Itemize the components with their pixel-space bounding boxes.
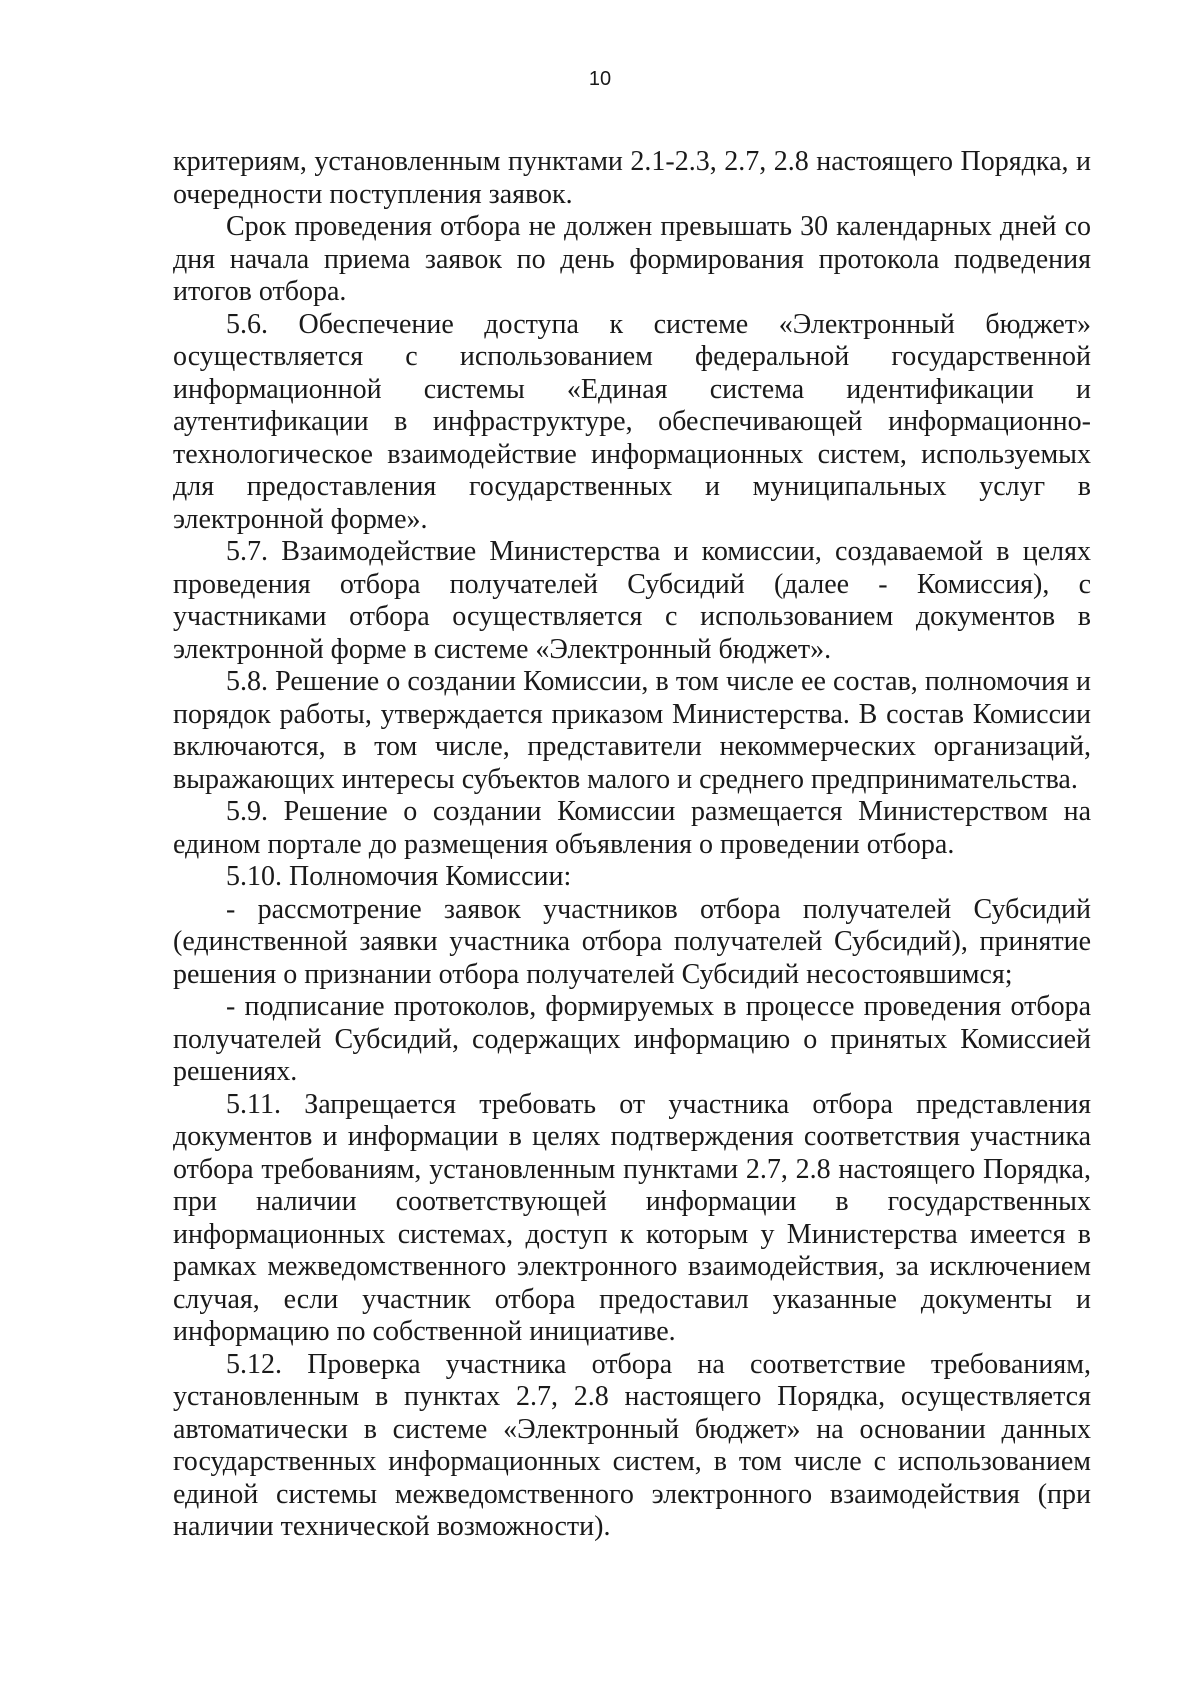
page-number: 10: [588, 68, 612, 90]
list-item-review-applications: - рассмотрение заявок участников отбора получателей Субсидий (единственной заявки участника отбора получателей Субсидий), принятие решения о признании отбора получателей Субсидий несостоявшимся;: [173, 893, 1091, 990]
list-item-sign-protocols: - подписание протоколов, формируемых в процессе проведения отбора получателей Субсидий, содержащих информацию о принятых Комиссией решениях.: [173, 991, 1091, 1087]
paragraph-5-6: 5.6. Обеспечение доступа к системе «Электронный бюджет» осуществляется с использованием федеральной государственной информационной системы «Единая система идентификации и аутентификации в инфраструктуре, обеспечивающей информационно-технологическое взаимодействие информационных систем, используемых для предоставления государственных и муниципальных услуг в электронной форме».: [173, 308, 1091, 535]
paragraph-5-8: 5.8. Решение о создании Комиссии, в том числе ее состав, полномочия и порядок работы, утверждается приказом Министерства. В состав Комиссии включаются, в том числе, представители некоммерческих организаций, выражающих интересы субъектов малого и среднего предпринимательства.: [173, 666, 1091, 795]
paragraph-5-12: 5.12. Проверка участника отбора на соответствие требованиям, установленным в пунктах 2.7, 2.8 настоящего Порядка, осуществляется автоматически в системе «Электронный бюджет» на основании данных государственных информационных систем, в том числе с использованием единой системы межведомственного электронного взаимодействия (при наличии технической возможности).: [173, 1348, 1091, 1542]
paragraph-5-7: 5.7. Взаимодействие Министерства и комиссии, создаваемой в целях проведения отбора получателей Субсидий (далее - Комиссия), с участниками отбора осуществляется с использованием документов в электронной форме в системе «Электронный бюджет».: [173, 536, 1091, 665]
paragraph-5-11: 5.11. Запрещается требовать от участника отбора представления документов и информации в целях подтверждения соответствия участника отбора требованиям, установленным пунктами 2.7, 2.8 настоящего Порядка, при наличии соответствующей информации в государственных информационных системах, доступ к которым у Министерства имеется в рамках межведомственного электронного взаимодействия, за исключением случая, если участник отбора предоставил указанные документы и информацию по собственной инициативе.: [173, 1088, 1091, 1347]
paragraph-5-9: 5.9. Решение о создании Комиссии размещается Министерством на едином портале до размещения объявления о проведении отбора.: [173, 796, 1091, 860]
document-body: [173, 146, 1091, 1544]
paragraph-selection-period: Срок проведения отбора не должен превышать 30 календарных дней со дня начала приема заявок по день формирования протокола подведения итогов отбора.: [173, 211, 1091, 307]
paragraph-continuation: критериям, установленным пунктами 2.1-2.3, 2.7, 2.8 настоящего Порядка, и очередности поступления заявок.: [173, 146, 1091, 210]
paragraph-5-10: 5.10. Полномочия Комиссии:: [226, 861, 572, 892]
